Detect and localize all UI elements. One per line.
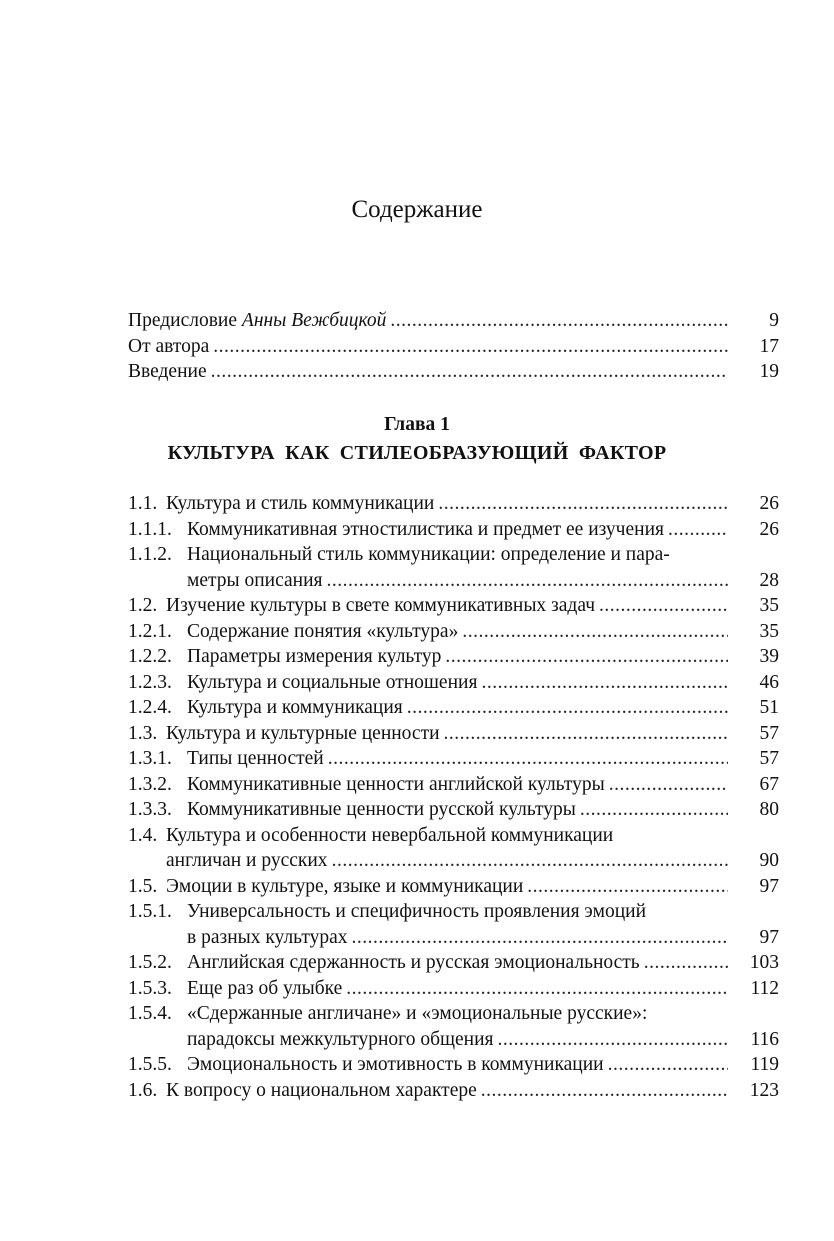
page-number: 39	[759, 646, 779, 667]
page-number: 112	[750, 977, 779, 999]
entry-author: Анны Вежбицкой	[241, 310, 387, 331]
toc-entry[interactable]	[128, 542, 779, 593]
page-number: 9	[769, 310, 779, 331]
page-number: 97	[759, 926, 779, 948]
entry-text: в разных культурах	[187, 926, 348, 948]
page-number: 90	[759, 850, 779, 871]
section-number: 1.3.1.	[128, 748, 172, 769]
section-number: 1.3.	[128, 722, 158, 744]
page-number: 116	[750, 1028, 779, 1050]
entry-text: Коммуникативные ценности английской культуры	[187, 773, 605, 795]
section-number: 1.2.1.	[128, 620, 172, 642]
entry-text: Английская сдержанность и русская эмоциональность	[187, 952, 640, 973]
section-number: 1.2.3.	[128, 671, 172, 693]
toc-entry[interactable]	[128, 721, 779, 747]
entry-text: От автора	[128, 335, 210, 357]
entry-text: англичан и русских	[166, 850, 328, 871]
page-number: 35	[759, 620, 779, 642]
page-number: 97	[759, 875, 779, 897]
page-number: 51	[759, 697, 779, 718]
entry-text: метры описания	[187, 569, 323, 591]
page-number: 26	[759, 493, 779, 514]
toc-entry[interactable]	[128, 976, 779, 1002]
page-number: 67	[759, 773, 779, 795]
section-number: 1.3.3.	[128, 799, 172, 820]
entry-text: Изучение культуры в свете коммуникативных задач	[166, 595, 596, 616]
section-number: 1.5.1.	[128, 901, 172, 922]
toc-entry[interactable]	[128, 644, 779, 670]
page-number: 103	[749, 952, 779, 973]
toc-entry[interactable]	[128, 746, 779, 772]
section-number: 1.1.1.	[128, 518, 172, 540]
toc-entry[interactable]	[128, 823, 779, 874]
page-number: 57	[759, 748, 779, 769]
chapter-title: КУЛЬТУРА КАК СТИЛЕОБРАЗУЮЩИЙ ФАКТОР	[167, 442, 667, 464]
entry-text: Коммуникативная этностилистика и предмет ее изучения	[187, 518, 664, 540]
entry-text: Введение	[128, 361, 207, 382]
toc-entry[interactable]	[128, 1078, 779, 1104]
entry-text: Культура и стиль коммуникации	[166, 493, 435, 514]
section-number: 1.2.4.	[128, 697, 172, 718]
toc-entry-introduction[interactable]	[128, 359, 779, 385]
entry-text: Параметры измерения культур	[187, 646, 442, 667]
entry-text: Типы ценностей	[187, 748, 324, 769]
page-title: Содержание	[351, 196, 483, 223]
entry-text: Предисловие	[128, 310, 242, 331]
page-number: 80	[759, 799, 779, 820]
entry-text: Культура и культурные ценности	[166, 722, 440, 744]
entry-text-line1: Национальный стиль коммуникации: определение и пара-	[187, 544, 670, 565]
entry-text: Эмоции в культуре, языке и коммуникации	[166, 875, 524, 897]
section-number: 1.5.5.	[128, 1054, 172, 1075]
entry-text: Коммуникативные ценности русской культуры	[187, 799, 576, 820]
toc-entry[interactable]	[128, 950, 779, 976]
page-number: 28	[759, 569, 779, 591]
section-number: 1.4.	[128, 824, 158, 846]
page-number: 19	[759, 361, 779, 382]
toc-entry[interactable]	[128, 619, 779, 645]
entry-text: Эмоциональность и эмотивность в коммуникации	[187, 1054, 604, 1075]
section-number: 1.2.2.	[128, 646, 172, 667]
entry-text: Еще раз об улыбке	[187, 977, 343, 999]
front-matter-list	[128, 308, 779, 385]
toc-entry[interactable]	[128, 517, 779, 543]
toc-entry[interactable]	[128, 695, 779, 721]
toc-entry-preface[interactable]	[128, 308, 779, 334]
page-number: 17	[759, 335, 779, 357]
page-number: 123	[749, 1079, 779, 1101]
toc-entry[interactable]	[128, 772, 779, 798]
page-number: 57	[759, 722, 779, 744]
toc-entry-from-author[interactable]	[128, 334, 779, 360]
section-number: 1.2.	[128, 595, 158, 616]
section-number: 1.5.	[128, 875, 158, 897]
chapter-label: Глава 1	[384, 414, 450, 435]
section-number: 1.1.	[128, 493, 158, 514]
toc-entry[interactable]	[128, 797, 779, 823]
page-number: 35	[759, 595, 779, 616]
entry-text-line1: Универсальность и специфичность проявления эмоций	[187, 901, 647, 922]
entry-text: парадоксы межкультурного общения	[187, 1028, 494, 1050]
section-number: 1.5.4.	[128, 1003, 172, 1024]
entry-text-line1: «Сдержанные англичане» и «эмоциональные русские»:	[187, 1003, 648, 1024]
chapter-toc	[128, 491, 779, 1103]
toc-entry[interactable]	[128, 670, 779, 696]
entry-text: Содержание понятия «культура»	[187, 620, 459, 642]
section-number: 1.6.	[128, 1079, 158, 1101]
section-number: 1.5.3.	[128, 977, 172, 999]
toc-entry[interactable]	[128, 874, 779, 900]
entry-text: К вопросу о национальном характере	[166, 1079, 477, 1101]
entry-text: Культура и социальные отношения	[187, 671, 478, 693]
toc-entry[interactable]	[128, 899, 779, 950]
toc-entry[interactable]	[128, 1052, 779, 1078]
section-number: 1.3.2.	[128, 773, 172, 795]
section-number: 1.1.2.	[128, 544, 172, 565]
toc-entry[interactable]	[128, 593, 779, 619]
page-number: 119	[750, 1054, 779, 1075]
page-number: 26	[759, 518, 779, 540]
toc-entry[interactable]	[128, 491, 779, 517]
entry-text-line1: Культура и особенности невербальной коммуникации	[166, 824, 614, 846]
section-number: 1.5.2.	[128, 952, 172, 973]
entry-text: Культура и коммуникация	[187, 697, 403, 718]
page-number: 46	[759, 671, 779, 693]
toc-entry[interactable]	[128, 1001, 779, 1052]
